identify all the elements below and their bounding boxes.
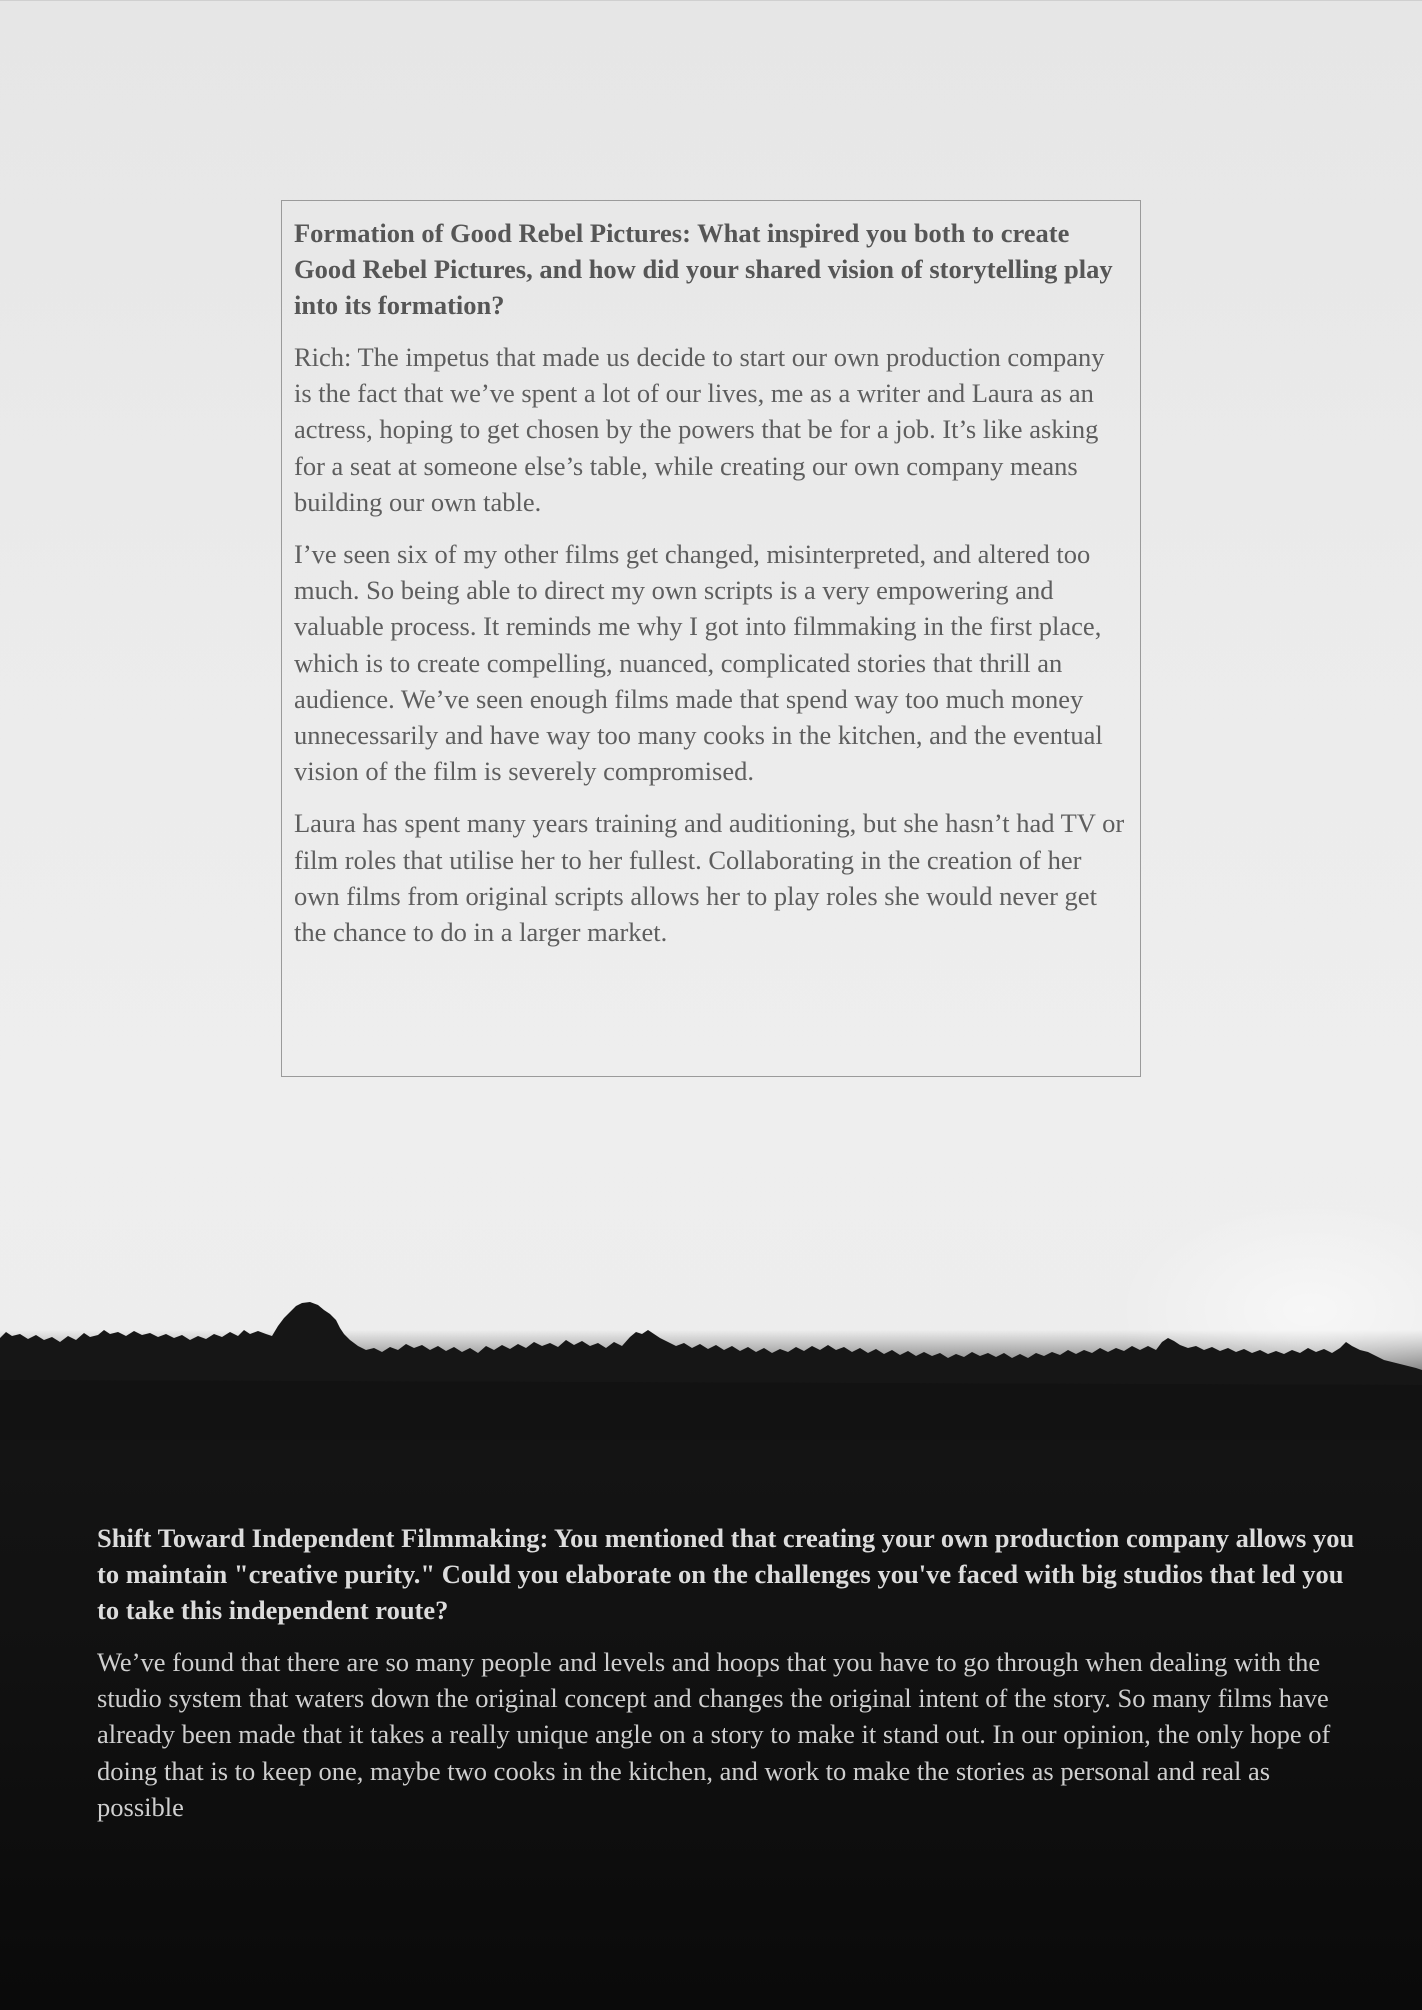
card-paragraph-1: Rich: The impetus that made us decide to start our own production company is the fact that we’ve spent a lot of our lives, me as a writer and Laura as an actress, hoping to get chosen by the powers that be for a job. It’s like asking for a seat at someone else’s table, while creating our own company means building our own table.: [294, 342, 1105, 517]
card-paragraph-2: I’ve seen six of my other films get changed, misinterpreted, and altered too much. So being able to direct my own scripts is a very empowering and valuable process. It reminds me why I got into filmmaking in the first place, which is to create compelling, nuanced, complicated stories that thrill an audience. We’ve seen enough films made that spend way too much money unnecessarily and have way too many cooks in the kitchen, and the eventual vision of the film is severely compromised.: [294, 539, 1103, 787]
interview-card: [281, 200, 1141, 1077]
lower-paragraph: We’ve found that there are so many people and levels and hoops that you have to go through when dealing with the studio system that waters down the original concept and changes the original intent of the story. So many films have already been made that it takes a really unique angle on a story to make it stand out. In our opinion, the only hope of doing that is to keep one, maybe two cooks in the kitchen, and work to make the stories as personal and real as possible: [97, 1647, 1331, 1822]
card-heading: Formation of Good Rebel Pictures: What inspired you both to create Good Rebel Pictures, and how did your shared vision of storytelling play into its formation?: [294, 218, 1113, 320]
lower-section: [97, 1520, 1357, 1825]
card-paragraph-3: Laura has spent many years training and auditioning, but she hasn’t had TV or film roles that utilise her to her fullest. Collaborating in the creation of her own films from original scripts allows her to play roles she would never get the chance to do in a larger market.: [294, 808, 1125, 948]
lower-heading: Shift Toward Independent Filmmaking: You mentioned that creating your own production company allows you to maintain "creative purity." Could you elaborate on the challenges you've faced with big studios that led you to take this independent route?: [97, 1523, 1355, 1625]
treeline-silhouette: [0, 1290, 1422, 1460]
